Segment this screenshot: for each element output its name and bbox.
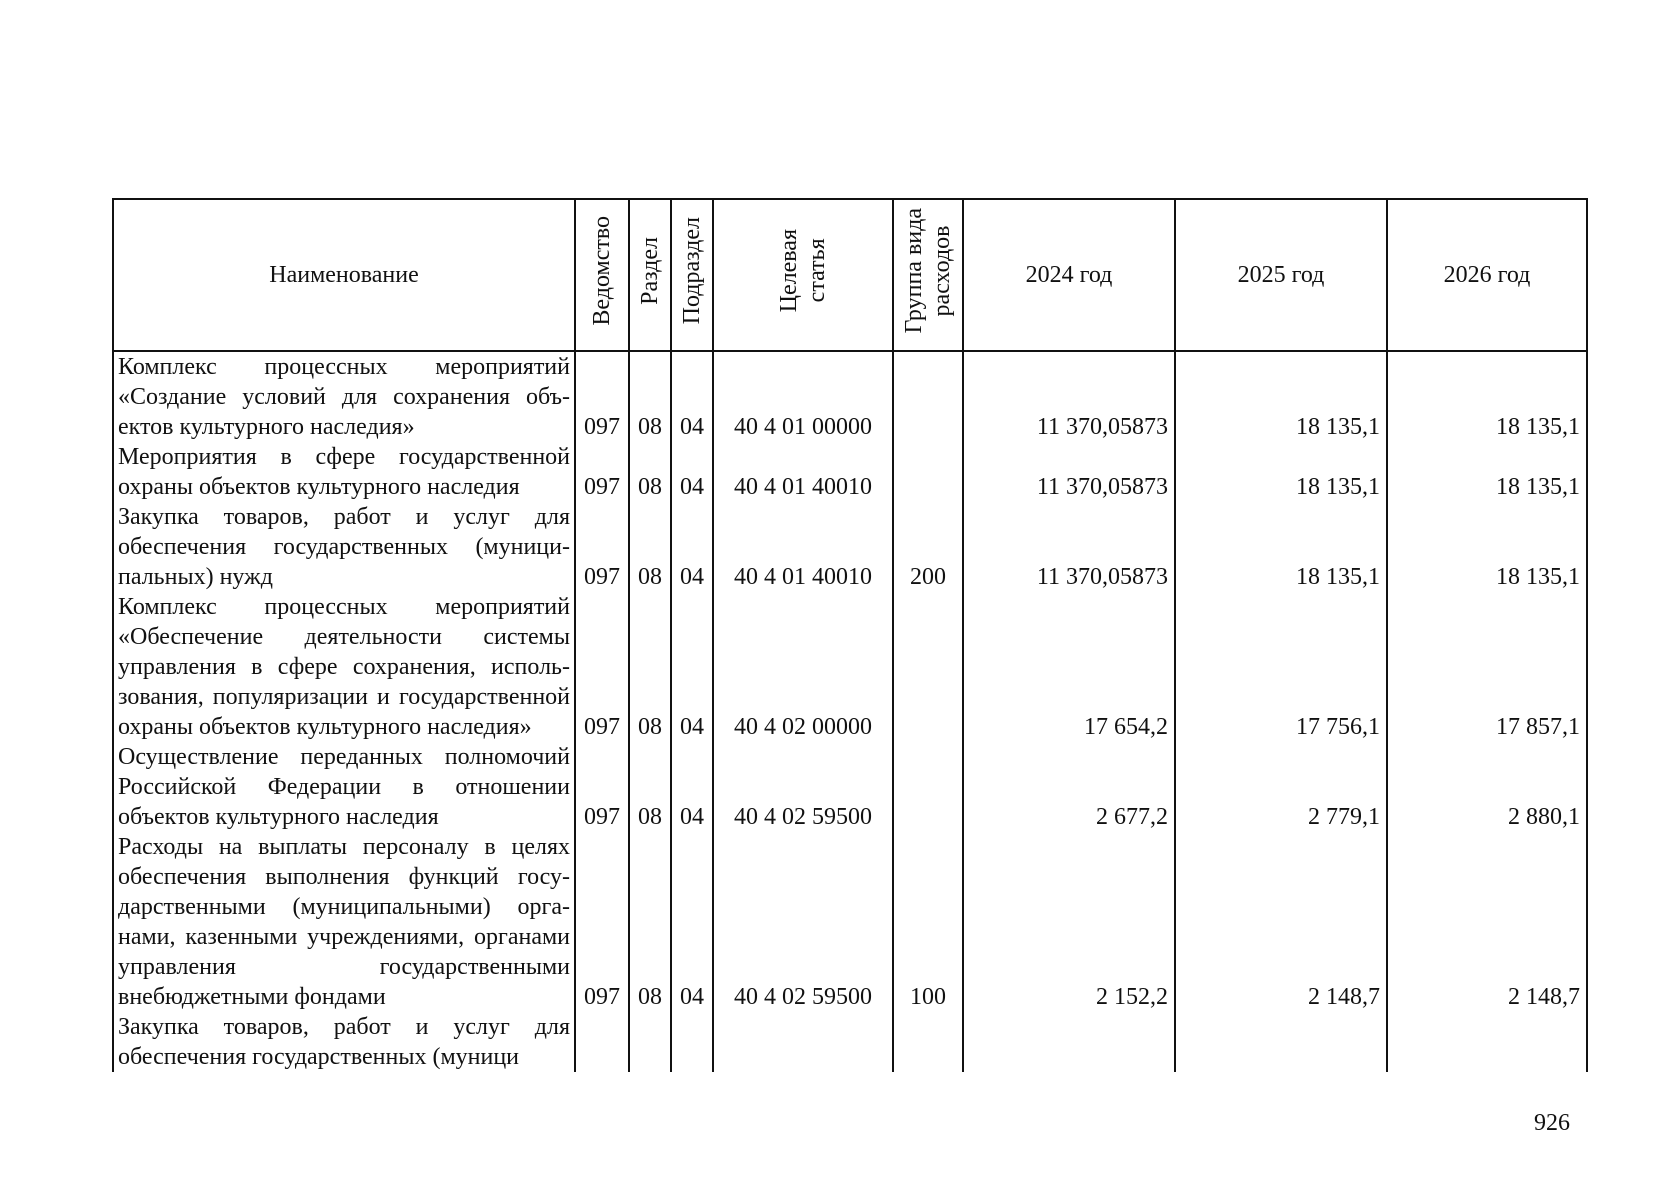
- cell-2025: 2 779,1: [1175, 742, 1387, 832]
- header-subsection: Подраздел: [671, 199, 713, 351]
- cell-expense-group: [893, 351, 963, 442]
- cell-2024: 11 370,05873: [963, 351, 1175, 442]
- cell-target-article: [713, 1012, 893, 1072]
- cell-target-article: 40 4 01 00000: [713, 351, 893, 442]
- cell-2025: 18 135,1: [1175, 442, 1387, 502]
- cell-target-article: 40 4 02 59500: [713, 742, 893, 832]
- cell-2025: 18 135,1: [1175, 502, 1387, 592]
- cell-department: 097: [575, 442, 629, 502]
- cell-section: 08: [629, 832, 671, 1012]
- cell-department: 097: [575, 592, 629, 742]
- cell-subsection: [671, 1012, 713, 1072]
- cell-expense-group: [893, 442, 963, 502]
- header-name: Наименование: [113, 199, 575, 351]
- cell-name: Комплекс процессных мероприятий «Создание условий для сохранения объектов культурного наследия»: [113, 351, 575, 442]
- header-expense-group: Группа вида расходов: [893, 199, 963, 351]
- cell-section: 08: [629, 442, 671, 502]
- cell-2026: 18 135,1: [1387, 502, 1587, 592]
- cell-2024: 11 370,05873: [963, 442, 1175, 502]
- cell-2024: 2 152,2: [963, 832, 1175, 1012]
- cell-2026: 18 135,1: [1387, 442, 1587, 502]
- cell-target-article: 40 4 02 00000: [713, 592, 893, 742]
- budget-table: [112, 198, 1588, 1072]
- table-row: [113, 592, 1587, 742]
- table-row: [113, 442, 1587, 502]
- cell-2025: 2 148,7: [1175, 832, 1387, 1012]
- cell-2024: 2 677,2: [963, 742, 1175, 832]
- cell-subsection: 04: [671, 742, 713, 832]
- cell-2024: [963, 1012, 1175, 1072]
- cell-section: 08: [629, 351, 671, 442]
- header-2025: 2025 год: [1175, 199, 1387, 351]
- cell-2026: 18 135,1: [1387, 351, 1587, 442]
- cell-subsection: 04: [671, 502, 713, 592]
- cell-expense-group: [893, 1012, 963, 1072]
- cell-subsection: 04: [671, 351, 713, 442]
- cell-2024: 11 370,05873: [963, 502, 1175, 592]
- cell-2026: 2 880,1: [1387, 742, 1587, 832]
- cell-department: [575, 1012, 629, 1072]
- table-row: [113, 832, 1587, 1012]
- cell-2026: 17 857,1: [1387, 592, 1587, 742]
- cell-target-article: 40 4 01 40010: [713, 442, 893, 502]
- cell-section: 08: [629, 502, 671, 592]
- cell-target-article: 40 4 02 59500: [713, 832, 893, 1012]
- cell-subsection: 04: [671, 442, 713, 502]
- cell-subsection: 04: [671, 592, 713, 742]
- cell-department: 097: [575, 742, 629, 832]
- cell-name: Мероприятия в сфере государственной охраны объектов культурного наследия: [113, 442, 575, 502]
- cell-department: 097: [575, 832, 629, 1012]
- cell-2025: [1175, 1012, 1387, 1072]
- header-2026: 2026 год: [1387, 199, 1587, 351]
- cell-expense-group: [893, 742, 963, 832]
- cell-department: 097: [575, 502, 629, 592]
- table-row: [113, 351, 1587, 442]
- cell-expense-group: [893, 592, 963, 742]
- header-target-article: Целевая статья: [713, 199, 893, 351]
- header-section: Раздел: [629, 199, 671, 351]
- cell-2025: 17 756,1: [1175, 592, 1387, 742]
- header-row: [113, 199, 1587, 351]
- cell-2026: 2 148,7: [1387, 832, 1587, 1012]
- cell-target-article: 40 4 01 40010: [713, 502, 893, 592]
- cell-section: 08: [629, 592, 671, 742]
- cell-name: Закупка товаров, работ и услуг для обеспечения государственных (муници: [113, 1012, 575, 1072]
- cell-name: Комплекс процессных мероприятий «Обеспечение деятельности системы управления в сфере сохранения, использования, популяризации и государственной охраны объектов культурного наследия»: [113, 592, 575, 742]
- cell-expense-group: 100: [893, 832, 963, 1012]
- table-row: [113, 1012, 1587, 1072]
- page-number: 926: [1534, 1110, 1570, 1136]
- cell-2025: 18 135,1: [1175, 351, 1387, 442]
- cell-section: [629, 1012, 671, 1072]
- cell-name: Закупка товаров, работ и услуг для обеспечения государственных (муниципальных) нужд: [113, 502, 575, 592]
- cell-department: 097: [575, 351, 629, 442]
- cell-2026: [1387, 1012, 1587, 1072]
- cell-name: Расходы на выплаты персоналу в целях обеспечения выполнения функций государственными (муниципальными) органами, казенными учреждениями, органами управления государственными внебюджетными фондами: [113, 832, 575, 1012]
- cell-subsection: 04: [671, 832, 713, 1012]
- header-2024: 2024 год: [963, 199, 1175, 351]
- cell-section: 08: [629, 742, 671, 832]
- table-row: [113, 502, 1587, 592]
- header-department: Ведомство: [575, 199, 629, 351]
- table-row: [113, 742, 1587, 832]
- cell-expense-group: 200: [893, 502, 963, 592]
- cell-name: Осуществление переданных полномочий Российской Федерации в отношении объектов культурного наследия: [113, 742, 575, 832]
- cell-2024: 17 654,2: [963, 592, 1175, 742]
